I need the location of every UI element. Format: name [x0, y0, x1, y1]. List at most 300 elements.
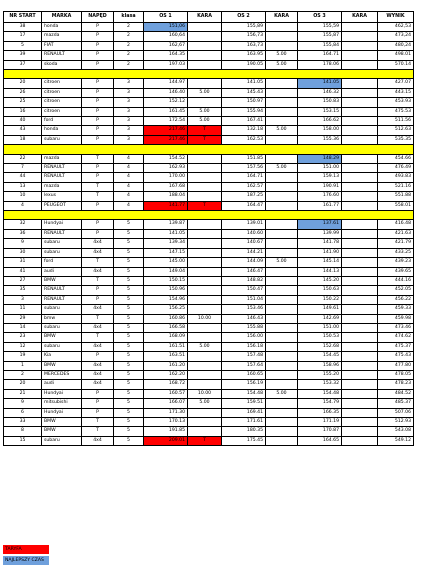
- cell-kara1: [188, 23, 222, 32]
- col-os3: OS 3: [298, 12, 342, 23]
- cell-os1: 162.93: [144, 164, 188, 173]
- cell-os2: 151.04: [222, 295, 266, 304]
- cell-wynik: 475.53: [378, 107, 414, 116]
- cell-os3: 154.79: [298, 399, 342, 408]
- cell-os3: 144.13: [298, 267, 342, 276]
- cell-naped: P: [82, 126, 114, 135]
- cell-wynik: 480,24: [378, 41, 414, 50]
- cell-kara1: [188, 248, 222, 257]
- cell-nr-start: 33: [4, 418, 42, 427]
- cell-os1: 139.87: [144, 220, 188, 229]
- cell-klasa: 5: [114, 427, 144, 436]
- cell-wynik: 439.65: [378, 267, 414, 276]
- cell-klasa: 3: [114, 135, 144, 144]
- cell-wynik: 473,24: [378, 32, 414, 41]
- cell-naped: P: [82, 117, 114, 126]
- cell-kara1: [188, 79, 222, 88]
- cell-klasa: 3: [114, 88, 144, 97]
- table-row: [4, 276, 414, 285]
- cell-os1: 156.25: [144, 305, 188, 314]
- cell-kara1: [188, 192, 222, 201]
- cell-klasa: 5: [114, 295, 144, 304]
- cell-os2: 164.71: [222, 173, 266, 182]
- cell-os3: 149.61: [298, 305, 342, 314]
- cell-kara3: [342, 32, 378, 41]
- cell-kara3: [342, 23, 378, 32]
- cell-klasa: 5: [114, 323, 144, 332]
- cell-marka: honda: [42, 126, 82, 135]
- cell-kara2: [266, 323, 298, 332]
- col-klasa: klasa: [114, 12, 144, 23]
- class-separator: [4, 70, 414, 79]
- cell-nr-start: 9: [4, 239, 42, 248]
- cell-nr-start: 36: [4, 229, 42, 238]
- cell-wynik: 416.48: [378, 220, 414, 229]
- cell-wynik: 558.01: [378, 201, 414, 210]
- cell-kara3: [342, 192, 378, 201]
- cell-klasa: 5: [114, 220, 144, 229]
- cell-wynik: 454.66: [378, 154, 414, 163]
- cell-wynik: 478.05: [378, 370, 414, 379]
- cell-os1: 166.58: [144, 323, 188, 332]
- cell-kara3: [342, 370, 378, 379]
- cell-os1: 170.13: [144, 418, 188, 427]
- cell-naped: 4x4: [82, 248, 114, 257]
- cell-kara2: [266, 239, 298, 248]
- cell-kara3: [342, 135, 378, 144]
- cell-wynik: 456.22: [378, 295, 414, 304]
- cell-kara1: [188, 361, 222, 370]
- cell-klasa: 5: [114, 408, 144, 417]
- cell-naped: P: [82, 352, 114, 361]
- cell-wynik: 512.63: [378, 126, 414, 135]
- cell-wynik: 427.07: [378, 79, 414, 88]
- cell-naped: T: [82, 192, 114, 201]
- cell-kara2: [266, 248, 298, 257]
- cell-kara3: [342, 436, 378, 445]
- cell-naped: P: [82, 164, 114, 173]
- cell-os2: 141.05: [222, 79, 266, 88]
- cell-kara1: [188, 295, 222, 304]
- cell-wynik: 498.01: [378, 51, 414, 60]
- cell-nr-start: 35: [4, 286, 42, 295]
- cell-kara1: [188, 164, 222, 173]
- cell-naped: 4x4: [82, 436, 114, 445]
- cell-kara3: [342, 258, 378, 267]
- cell-kara1: [188, 408, 222, 417]
- cell-naped: P: [82, 79, 114, 88]
- cell-wynik: 521.16: [378, 182, 414, 191]
- cell-kara2: [266, 342, 298, 351]
- cell-os2: 163.95: [222, 51, 266, 60]
- cell-kara3: [342, 352, 378, 361]
- cell-kara1: [188, 418, 222, 427]
- cell-klasa: 5: [114, 276, 144, 285]
- cell-nr-start: 22: [4, 154, 42, 163]
- cell-kara3: [342, 248, 378, 257]
- cell-kara1: T: [188, 201, 222, 210]
- cell-os3: 161.77: [298, 201, 342, 210]
- cell-os3: 154.45: [298, 352, 342, 361]
- cell-os2: 157.48: [222, 352, 266, 361]
- cell-nr-start: 20: [4, 79, 42, 88]
- cell-kara1: [188, 41, 222, 50]
- cell-kara3: [342, 88, 378, 97]
- cell-os2: 155,89: [222, 23, 266, 32]
- cell-os3: 152.68: [298, 342, 342, 351]
- cell-os3: 166.62: [298, 117, 342, 126]
- cell-naped: P: [82, 51, 114, 60]
- cell-nr-start: 17: [4, 32, 42, 41]
- cell-os1: 163.51: [144, 352, 188, 361]
- cell-os2: 146.43: [222, 314, 266, 323]
- cell-os1: 141.05: [144, 229, 188, 238]
- cell-marka: honda: [42, 23, 82, 32]
- cell-os1: 168.72: [144, 380, 188, 389]
- cell-os2: 180.35: [222, 427, 266, 436]
- cell-naped: T: [82, 427, 114, 436]
- cell-marka: BMW: [42, 418, 82, 427]
- cell-marka: mitsubishi: [42, 399, 82, 408]
- cell-marka: mazda: [42, 182, 82, 191]
- cell-os3: 158.96: [298, 361, 342, 370]
- cell-kara3: [342, 342, 378, 351]
- cell-os2: 159.51: [222, 399, 266, 408]
- cell-kara3: [342, 399, 378, 408]
- cell-os1: 162.20: [144, 370, 188, 379]
- col-kara2: KARA: [266, 12, 298, 23]
- cell-kara3: [342, 239, 378, 248]
- cell-os3: 146.32: [298, 88, 342, 97]
- cell-os3: 154.48: [298, 389, 342, 398]
- cell-marka: Kia: [42, 352, 82, 361]
- cell-klasa: 2: [114, 23, 144, 32]
- cell-kara2: [266, 333, 298, 342]
- cell-nr-start: 26: [4, 88, 42, 97]
- cell-kara1: [188, 276, 222, 285]
- cell-klasa: 4: [114, 201, 144, 210]
- cell-nr-start: 37: [4, 60, 42, 69]
- cell-os1: 170.00: [144, 173, 188, 182]
- results-table: [3, 11, 414, 446]
- table-body: [4, 23, 414, 446]
- cell-os2: 156.00: [222, 333, 266, 342]
- cell-kara1: [188, 352, 222, 361]
- cell-kara3: [342, 380, 378, 389]
- cell-kara3: [342, 389, 378, 398]
- cell-kara1: 5.00: [188, 107, 222, 116]
- cell-naped: P: [82, 60, 114, 69]
- cell-os3: 148.29: [298, 154, 342, 163]
- cell-os2: 160.65: [222, 370, 266, 379]
- cell-os3: 155,87: [298, 32, 342, 41]
- table-row: [4, 436, 414, 445]
- cell-wynik: 484.52: [378, 389, 414, 398]
- cell-kara2: [266, 182, 298, 191]
- cell-marka: FIAT: [42, 41, 82, 50]
- table-row: [4, 267, 414, 276]
- table-row: [4, 427, 414, 436]
- cell-os2: 140.67: [222, 239, 266, 248]
- cell-klasa: 5: [114, 370, 144, 379]
- cell-wynik: 444.16: [378, 276, 414, 285]
- cell-os3: 137.61: [298, 220, 342, 229]
- cell-klasa: 4: [114, 164, 144, 173]
- cell-os2: 146.47: [222, 267, 266, 276]
- cell-wynik: 511.56: [378, 117, 414, 126]
- cell-nr-start: 41: [4, 267, 42, 276]
- cell-wynik: 421.63: [378, 229, 414, 238]
- cell-nr-start: 23: [4, 333, 42, 342]
- cell-naped: 4x4: [82, 323, 114, 332]
- cell-os3: 141.90: [298, 248, 342, 257]
- cell-os3: 153.15: [298, 107, 342, 116]
- cell-naped: P: [82, 173, 114, 182]
- cell-os3: 166.35: [298, 408, 342, 417]
- cell-klasa: 3: [114, 79, 144, 88]
- cell-os2: 171.61: [222, 418, 266, 427]
- cell-kara3: [342, 126, 378, 135]
- cell-wynik: 474.62: [378, 333, 414, 342]
- cell-naped: P: [82, 98, 114, 107]
- table-row: [4, 126, 414, 135]
- cell-marka: ford: [42, 117, 82, 126]
- cell-kara1: [188, 229, 222, 238]
- table-row: [4, 380, 414, 389]
- cell-marka: RENAULT: [42, 286, 82, 295]
- cell-kara1: [188, 60, 222, 69]
- cell-os1: 188.04: [144, 192, 188, 201]
- table-row: [4, 370, 414, 379]
- table-row: [4, 361, 414, 370]
- cell-marka: Hundyai: [42, 389, 82, 398]
- cell-kara3: [342, 173, 378, 182]
- legend: [3, 545, 49, 565]
- cell-nr-start: 27: [4, 276, 42, 285]
- table-row: [4, 333, 414, 342]
- cell-klasa: 5: [114, 314, 144, 323]
- cell-kara1: [188, 173, 222, 182]
- cell-marka: Hundyai: [42, 220, 82, 229]
- table-row: [4, 107, 414, 116]
- cell-kara3: [342, 361, 378, 370]
- cell-os2: 156.19: [222, 380, 266, 389]
- cell-naped: P: [82, 399, 114, 408]
- cell-kara2: [266, 267, 298, 276]
- cell-kara2: [266, 286, 298, 295]
- cell-os2: 156,73: [222, 32, 266, 41]
- cell-os2: 148.82: [222, 276, 266, 285]
- cell-wynik: 459.98: [378, 314, 414, 323]
- cell-klasa: 2: [114, 32, 144, 41]
- table-row: [4, 220, 414, 229]
- table-row: [4, 51, 414, 60]
- cell-os2: 139.01: [222, 220, 266, 229]
- cell-kara1: [188, 305, 222, 314]
- cell-marka: subaru: [42, 239, 82, 248]
- cell-klasa: 5: [114, 352, 144, 361]
- cell-kara2: 5.00: [266, 126, 298, 135]
- cell-os1: 160,64: [144, 32, 188, 41]
- cell-os3: 139.99: [298, 229, 342, 238]
- table-row: [4, 41, 414, 50]
- cell-os3: 159.13: [298, 173, 342, 182]
- cell-os3: 150.63: [298, 286, 342, 295]
- cell-marka: citroen: [42, 107, 82, 116]
- cell-wynik: 452.05: [378, 286, 414, 295]
- col-os2: OS 2: [222, 12, 266, 23]
- cell-os1: 147.15: [144, 248, 188, 257]
- cell-klasa: 4: [114, 192, 144, 201]
- cell-wynik: 459.33: [378, 305, 414, 314]
- cell-kara3: [342, 323, 378, 332]
- cell-klasa: 3: [114, 126, 144, 135]
- cell-kara2: [266, 418, 298, 427]
- cell-kara3: [342, 182, 378, 191]
- cell-os2: 163,73: [222, 41, 266, 50]
- cell-kara3: [342, 427, 378, 436]
- cell-kara3: [342, 276, 378, 285]
- cell-kara3: [342, 51, 378, 60]
- cell-kara2: [266, 107, 298, 116]
- cell-os3: 153.32: [298, 380, 342, 389]
- cell-os1: 217.46: [144, 126, 188, 135]
- cell-wynik: 421.79: [378, 239, 414, 248]
- cell-os1: 209.01: [144, 436, 188, 445]
- cell-nr-start: 14: [4, 323, 42, 332]
- cell-kara2: [266, 399, 298, 408]
- cell-naped: T: [82, 418, 114, 427]
- cell-klasa: 4: [114, 182, 144, 191]
- cell-wynik: 439.23: [378, 258, 414, 267]
- cell-nr-start: 7: [4, 164, 42, 173]
- cell-kara3: [342, 154, 378, 163]
- cell-kara1: [188, 51, 222, 60]
- cell-naped: T: [82, 276, 114, 285]
- cell-os1: 150.96: [144, 286, 188, 295]
- cell-kara1: [188, 98, 222, 107]
- cell-marka: subaru: [42, 342, 82, 351]
- cell-os2: 162.53: [222, 135, 266, 144]
- cell-marka: lexus: [42, 192, 82, 201]
- cell-os3: 141.78: [298, 239, 342, 248]
- cell-nr-start: 16: [4, 107, 42, 116]
- table-row: [4, 117, 414, 126]
- cell-marka: BMW: [42, 361, 82, 370]
- cell-marka: audi: [42, 380, 82, 389]
- cell-klasa: 5: [114, 342, 144, 351]
- cell-marka: subaru: [42, 248, 82, 257]
- cell-kara2: [266, 173, 298, 182]
- cell-kara3: [342, 79, 378, 88]
- cell-nr-start: 44: [4, 173, 42, 182]
- cell-wynik: 493.83: [378, 173, 414, 182]
- cell-marka: audi: [42, 267, 82, 276]
- table-row: [4, 60, 414, 69]
- cell-kara1: [188, 286, 222, 295]
- cell-os3: 151.00: [298, 164, 342, 173]
- cell-naped: 4x4: [82, 342, 114, 351]
- cell-wynik: 570.14: [378, 60, 414, 69]
- cell-naped: P: [82, 135, 114, 144]
- cell-marka: RENAULT: [42, 295, 82, 304]
- table-row: [4, 295, 414, 304]
- cell-klasa: 5: [114, 248, 144, 257]
- cell-kara1: [188, 333, 222, 342]
- cell-marka: RENAULT: [42, 229, 82, 238]
- cell-os1: 161.45: [144, 107, 188, 116]
- cell-os1: 168.09: [144, 333, 188, 342]
- cell-naped: P: [82, 107, 114, 116]
- cell-kara3: [342, 98, 378, 107]
- cell-os1: 162,67: [144, 41, 188, 50]
- cell-klasa: 5: [114, 418, 144, 427]
- cell-klasa: 4: [114, 154, 144, 163]
- cell-os1: 154.52: [144, 154, 188, 163]
- cell-os1: 145.00: [144, 258, 188, 267]
- cell-wynik: 535.35: [378, 135, 414, 144]
- col-marka: MARKA: [42, 12, 82, 23]
- cell-kara2: [266, 352, 298, 361]
- col-naped: NAPĘD: [82, 12, 114, 23]
- cell-marka: subaru: [42, 323, 82, 332]
- cell-klasa: 5: [114, 333, 144, 342]
- cell-nr-start: 9: [4, 399, 42, 408]
- cell-os2: 167.41: [222, 117, 266, 126]
- cell-wynik: 512.93: [378, 418, 414, 427]
- cell-kara2: 5.00: [266, 389, 298, 398]
- cell-os2: 164.47: [222, 201, 266, 210]
- cell-wynik: 453.93: [378, 98, 414, 107]
- cell-nr-start: 39: [4, 51, 42, 60]
- table-row: [4, 305, 414, 314]
- cell-wynik: 478.23: [378, 380, 414, 389]
- cell-marka: BMW: [42, 276, 82, 285]
- cell-kara1: [188, 267, 222, 276]
- table-row: [4, 164, 414, 173]
- cell-marka: BMW: [42, 427, 82, 436]
- cell-kara1: [188, 220, 222, 229]
- cell-kara2: [266, 23, 298, 32]
- cell-os2: 150.47: [222, 286, 266, 295]
- cell-nr-start: 6: [4, 408, 42, 417]
- cell-os1: 149.04: [144, 267, 188, 276]
- cell-nr-start: 11: [4, 305, 42, 314]
- table-row: [4, 418, 414, 427]
- cell-os2: 140.60: [222, 229, 266, 238]
- cell-naped: P: [82, 286, 114, 295]
- cell-nr-start: 19: [4, 352, 42, 361]
- table-row: [4, 248, 414, 257]
- cell-naped: 4x4: [82, 305, 114, 314]
- cell-kara3: [342, 41, 378, 50]
- cell-marka: citroen: [42, 88, 82, 97]
- cell-kara2: [266, 117, 298, 126]
- table-row: [4, 173, 414, 182]
- cell-nr-start: 25: [4, 98, 42, 107]
- cell-os2: 150.97: [222, 98, 266, 107]
- cell-os3: 171.19: [298, 418, 342, 427]
- cell-wynik: 476.49: [378, 164, 414, 173]
- cell-marka: subaru: [42, 135, 82, 144]
- cell-marka: citroen: [42, 98, 82, 107]
- cell-naped: P: [82, 408, 114, 417]
- cell-os2: 156.18: [222, 342, 266, 351]
- cell-wynik: 475.37: [378, 342, 414, 351]
- cell-os1: 161.51: [144, 342, 188, 351]
- table-row: [4, 239, 414, 248]
- legend-penalty: TARYFA: [3, 545, 49, 554]
